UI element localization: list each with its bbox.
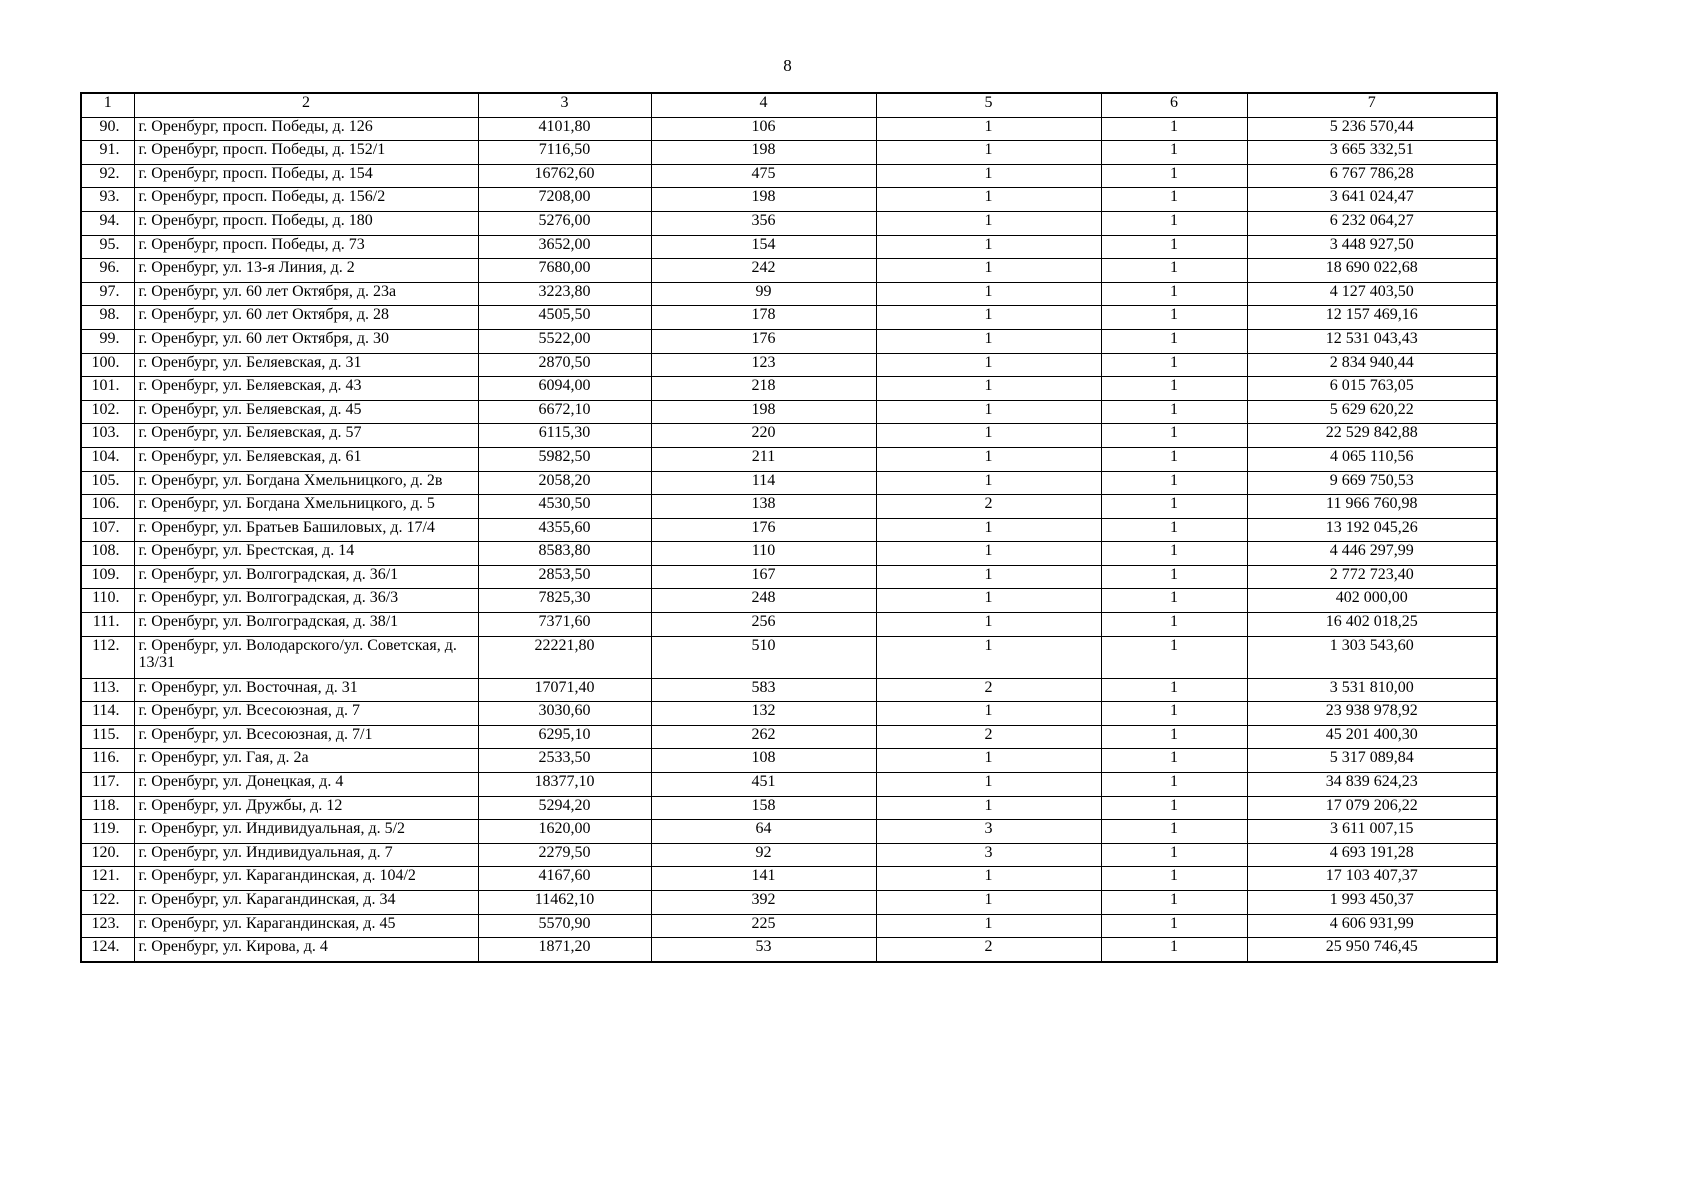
address-cell: г. Оренбург, ул. Беляевская, д. 45 xyxy=(134,400,478,424)
col6-cell: 1 xyxy=(1101,749,1247,773)
table-row xyxy=(81,400,1497,424)
table-row xyxy=(81,518,1497,542)
amount-cell: 22 529 842,88 xyxy=(1247,424,1497,448)
header-row xyxy=(81,93,1497,117)
col5-cell: 2 xyxy=(876,725,1101,749)
area-cell: 5522,00 xyxy=(478,329,651,353)
table-row xyxy=(81,141,1497,165)
table-row xyxy=(81,164,1497,188)
table-row xyxy=(81,636,1497,678)
count-cell: 583 xyxy=(651,678,876,702)
header-cell-4: 4 xyxy=(651,93,876,117)
table-row xyxy=(81,117,1497,141)
amount-cell: 6 767 786,28 xyxy=(1247,164,1497,188)
col6-cell: 1 xyxy=(1101,259,1247,283)
address-cell: г. Оренбург, ул. 13-я Линия, д. 2 xyxy=(134,259,478,283)
amount-cell: 402 000,00 xyxy=(1247,589,1497,613)
count-cell: 64 xyxy=(651,820,876,844)
area-cell: 2058,20 xyxy=(478,471,651,495)
table-row xyxy=(81,796,1497,820)
address-cell: г. Оренбург, ул. Брестская, д. 14 xyxy=(134,542,478,566)
col5-cell: 1 xyxy=(876,235,1101,259)
col6-cell: 1 xyxy=(1101,589,1247,613)
count-cell: 198 xyxy=(651,141,876,165)
col5-cell: 1 xyxy=(876,565,1101,589)
area-cell: 6115,30 xyxy=(478,424,651,448)
amount-cell: 4 127 403,50 xyxy=(1247,282,1497,306)
row-number-cell: 113. xyxy=(81,678,134,702)
row-number-cell: 96. xyxy=(81,259,134,283)
count-cell: 99 xyxy=(651,282,876,306)
address-cell: г. Оренбург, ул. Братьев Башиловых, д. 17/4 xyxy=(134,518,478,542)
col5-cell: 1 xyxy=(876,306,1101,330)
col5-cell: 1 xyxy=(876,424,1101,448)
table-row xyxy=(81,891,1497,915)
table-row xyxy=(81,306,1497,330)
amount-cell: 34 839 624,23 xyxy=(1247,773,1497,797)
table-row xyxy=(81,377,1497,401)
area-cell: 22221,80 xyxy=(478,636,651,678)
col6-cell: 1 xyxy=(1101,702,1247,726)
table-row xyxy=(81,447,1497,471)
col6-cell: 1 xyxy=(1101,565,1247,589)
amount-cell: 12 531 043,43 xyxy=(1247,329,1497,353)
row-number-cell: 99. xyxy=(81,329,134,353)
amount-cell: 6 015 763,05 xyxy=(1247,377,1497,401)
col6-cell: 1 xyxy=(1101,400,1247,424)
address-cell: г. Оренбург, ул. Карагандинская, д. 45 xyxy=(134,914,478,938)
area-cell: 6295,10 xyxy=(478,725,651,749)
area-cell: 7116,50 xyxy=(478,141,651,165)
table-row xyxy=(81,702,1497,726)
col6-cell: 1 xyxy=(1101,495,1247,519)
count-cell: 220 xyxy=(651,424,876,448)
amount-cell: 5 629 620,22 xyxy=(1247,400,1497,424)
amount-cell: 13 192 045,26 xyxy=(1247,518,1497,542)
address-cell: г. Оренбург, ул. 60 лет Октября, д. 30 xyxy=(134,329,478,353)
col6-cell: 1 xyxy=(1101,678,1247,702)
col5-cell: 1 xyxy=(876,447,1101,471)
row-number-cell: 121. xyxy=(81,867,134,891)
area-cell: 5982,50 xyxy=(478,447,651,471)
address-cell: г. Оренбург, просп. Победы, д. 73 xyxy=(134,235,478,259)
amount-cell: 16 402 018,25 xyxy=(1247,613,1497,637)
amount-cell: 4 693 191,28 xyxy=(1247,843,1497,867)
amount-cell: 3 665 332,51 xyxy=(1247,141,1497,165)
header-cell-6: 6 xyxy=(1101,93,1247,117)
row-number-cell: 105. xyxy=(81,471,134,495)
table-row xyxy=(81,565,1497,589)
area-cell: 3030,60 xyxy=(478,702,651,726)
count-cell: 451 xyxy=(651,773,876,797)
count-cell: 211 xyxy=(651,447,876,471)
col6-cell: 1 xyxy=(1101,117,1247,141)
count-cell: 198 xyxy=(651,400,876,424)
count-cell: 392 xyxy=(651,891,876,915)
page-number: 8 xyxy=(783,56,792,75)
address-cell: г. Оренбург, ул. 60 лет Октября, д. 28 xyxy=(134,306,478,330)
col6-cell: 1 xyxy=(1101,424,1247,448)
area-cell: 2279,50 xyxy=(478,843,651,867)
amount-cell: 17 103 407,37 xyxy=(1247,867,1497,891)
table-row xyxy=(81,589,1497,613)
row-number-cell: 94. xyxy=(81,211,134,235)
address-cell: г. Оренбург, ул. 60 лет Октября, д. 23а xyxy=(134,282,478,306)
table-row xyxy=(81,820,1497,844)
table-row xyxy=(81,282,1497,306)
col5-cell: 2 xyxy=(876,678,1101,702)
row-number-cell: 124. xyxy=(81,938,134,962)
address-cell: г. Оренбург, ул. Всесоюзная, д. 7/1 xyxy=(134,725,478,749)
table-row xyxy=(81,235,1497,259)
col6-cell: 1 xyxy=(1101,235,1247,259)
row-number-cell: 114. xyxy=(81,702,134,726)
col5-cell: 1 xyxy=(876,749,1101,773)
table-row xyxy=(81,773,1497,797)
col6-cell: 1 xyxy=(1101,820,1247,844)
row-number-cell: 102. xyxy=(81,400,134,424)
row-number-cell: 108. xyxy=(81,542,134,566)
count-cell: 356 xyxy=(651,211,876,235)
count-cell: 256 xyxy=(651,613,876,637)
area-cell: 11462,10 xyxy=(478,891,651,915)
col5-cell: 1 xyxy=(876,471,1101,495)
row-number-cell: 106. xyxy=(81,495,134,519)
table-body xyxy=(81,117,1497,962)
col5-cell: 1 xyxy=(876,188,1101,212)
table-row xyxy=(81,188,1497,212)
col6-cell: 1 xyxy=(1101,773,1247,797)
row-number-cell: 123. xyxy=(81,914,134,938)
col6-cell: 1 xyxy=(1101,891,1247,915)
row-number-cell: 116. xyxy=(81,749,134,773)
amount-cell: 3 531 810,00 xyxy=(1247,678,1497,702)
col6-cell: 1 xyxy=(1101,447,1247,471)
table-row xyxy=(81,471,1497,495)
count-cell: 510 xyxy=(651,636,876,678)
count-cell: 53 xyxy=(651,938,876,962)
col6-cell: 1 xyxy=(1101,188,1247,212)
table-row xyxy=(81,613,1497,637)
col5-cell: 1 xyxy=(876,702,1101,726)
address-cell: г. Оренбург, просп. Победы, д. 126 xyxy=(134,117,478,141)
area-cell: 17071,40 xyxy=(478,678,651,702)
row-number-cell: 115. xyxy=(81,725,134,749)
amount-cell: 12 157 469,16 xyxy=(1247,306,1497,330)
row-number-cell: 100. xyxy=(81,353,134,377)
row-number-cell: 104. xyxy=(81,447,134,471)
col5-cell: 1 xyxy=(876,796,1101,820)
area-cell: 7680,00 xyxy=(478,259,651,283)
area-cell: 6672,10 xyxy=(478,400,651,424)
col5-cell: 1 xyxy=(876,211,1101,235)
header-cell-3: 3 xyxy=(478,93,651,117)
col6-cell: 1 xyxy=(1101,306,1247,330)
col6-cell: 1 xyxy=(1101,867,1247,891)
row-number-cell: 122. xyxy=(81,891,134,915)
table-row xyxy=(81,542,1497,566)
amount-cell: 9 669 750,53 xyxy=(1247,471,1497,495)
area-cell: 4355,60 xyxy=(478,518,651,542)
col6-cell: 1 xyxy=(1101,211,1247,235)
row-number-cell: 95. xyxy=(81,235,134,259)
address-cell: г. Оренбург, ул. Карагандинская, д. 104/2 xyxy=(134,867,478,891)
header-cell-7: 7 xyxy=(1247,93,1497,117)
table-row xyxy=(81,259,1497,283)
amount-cell: 45 201 400,30 xyxy=(1247,725,1497,749)
area-cell: 7208,00 xyxy=(478,188,651,212)
row-number-cell: 119. xyxy=(81,820,134,844)
amount-cell: 3 448 927,50 xyxy=(1247,235,1497,259)
area-cell: 5570,90 xyxy=(478,914,651,938)
row-number-cell: 107. xyxy=(81,518,134,542)
area-cell: 7825,30 xyxy=(478,589,651,613)
count-cell: 141 xyxy=(651,867,876,891)
amount-cell: 4 065 110,56 xyxy=(1247,447,1497,471)
count-cell: 154 xyxy=(651,235,876,259)
area-cell: 8583,80 xyxy=(478,542,651,566)
col5-cell: 3 xyxy=(876,820,1101,844)
amount-cell: 1 993 450,37 xyxy=(1247,891,1497,915)
col5-cell: 3 xyxy=(876,843,1101,867)
col5-cell: 1 xyxy=(876,377,1101,401)
area-cell: 5276,00 xyxy=(478,211,651,235)
area-cell: 4167,60 xyxy=(478,867,651,891)
area-cell: 2533,50 xyxy=(478,749,651,773)
col5-cell: 1 xyxy=(876,636,1101,678)
amount-cell: 2 772 723,40 xyxy=(1247,565,1497,589)
address-cell: г. Оренбург, ул. Восточная, д. 31 xyxy=(134,678,478,702)
amount-cell: 18 690 022,68 xyxy=(1247,259,1497,283)
address-cell: г. Оренбург, ул. Богдана Хмельницкого, д. 2в xyxy=(134,471,478,495)
count-cell: 108 xyxy=(651,749,876,773)
count-cell: 123 xyxy=(651,353,876,377)
area-cell: 16762,60 xyxy=(478,164,651,188)
address-cell: г. Оренбург, ул. Беляевская, д. 61 xyxy=(134,447,478,471)
col6-cell: 1 xyxy=(1101,471,1247,495)
col5-cell: 1 xyxy=(876,867,1101,891)
count-cell: 242 xyxy=(651,259,876,283)
address-cell: г. Оренбург, ул. Всесоюзная, д. 7 xyxy=(134,702,478,726)
table-row xyxy=(81,424,1497,448)
amount-cell: 25 950 746,45 xyxy=(1247,938,1497,962)
row-number-cell: 117. xyxy=(81,773,134,797)
address-cell: г. Оренбург, просп. Победы, д. 156/2 xyxy=(134,188,478,212)
table-row xyxy=(81,938,1497,962)
col6-cell: 1 xyxy=(1101,353,1247,377)
count-cell: 178 xyxy=(651,306,876,330)
count-cell: 167 xyxy=(651,565,876,589)
area-cell: 2870,50 xyxy=(478,353,651,377)
col5-cell: 1 xyxy=(876,117,1101,141)
table-row xyxy=(81,353,1497,377)
row-number-cell: 90. xyxy=(81,117,134,141)
count-cell: 114 xyxy=(651,471,876,495)
amount-cell: 17 079 206,22 xyxy=(1247,796,1497,820)
amount-cell: 1 303 543,60 xyxy=(1247,636,1497,678)
row-number-cell: 93. xyxy=(81,188,134,212)
col5-cell: 1 xyxy=(876,542,1101,566)
table-row xyxy=(81,329,1497,353)
row-number-cell: 91. xyxy=(81,141,134,165)
count-cell: 248 xyxy=(651,589,876,613)
col5-cell: 1 xyxy=(876,589,1101,613)
amount-cell: 6 232 064,27 xyxy=(1247,211,1497,235)
row-number-cell: 103. xyxy=(81,424,134,448)
col6-cell: 1 xyxy=(1101,796,1247,820)
table-row xyxy=(81,914,1497,938)
address-cell: г. Оренбург, ул. Волгоградская, д. 38/1 xyxy=(134,613,478,637)
row-number-cell: 112. xyxy=(81,636,134,678)
row-number-cell: 98. xyxy=(81,306,134,330)
col6-cell: 1 xyxy=(1101,164,1247,188)
col6-cell: 1 xyxy=(1101,725,1247,749)
count-cell: 475 xyxy=(651,164,876,188)
address-cell: г. Оренбург, ул. Дружбы, д. 12 xyxy=(134,796,478,820)
address-cell: г. Оренбург, просп. Победы, д. 180 xyxy=(134,211,478,235)
header-cell-1: 1 xyxy=(81,93,134,117)
table-row xyxy=(81,211,1497,235)
address-cell: г. Оренбург, ул. Богдана Хмельницкого, д. 5 xyxy=(134,495,478,519)
count-cell: 106 xyxy=(651,117,876,141)
address-cell: г. Оренбург, ул. Беляевская, д. 31 xyxy=(134,353,478,377)
address-cell: г. Оренбург, ул. Беляевская, д. 43 xyxy=(134,377,478,401)
amount-cell: 3 611 007,15 xyxy=(1247,820,1497,844)
col6-cell: 1 xyxy=(1101,914,1247,938)
amount-cell: 4 446 297,99 xyxy=(1247,542,1497,566)
col5-cell: 1 xyxy=(876,773,1101,797)
address-cell: г. Оренбург, ул. Волгоградская, д. 36/1 xyxy=(134,565,478,589)
col6-cell: 1 xyxy=(1101,938,1247,962)
address-cell: г. Оренбург, ул. Карагандинская, д. 34 xyxy=(134,891,478,915)
amount-cell: 4 606 931,99 xyxy=(1247,914,1497,938)
col5-cell: 1 xyxy=(876,914,1101,938)
count-cell: 92 xyxy=(651,843,876,867)
table-row xyxy=(81,678,1497,702)
table-row xyxy=(81,843,1497,867)
col6-cell: 1 xyxy=(1101,282,1247,306)
count-cell: 176 xyxy=(651,518,876,542)
address-cell: г. Оренбург, ул. Володарского/ул. Советская, д. 13/31 xyxy=(134,636,478,678)
row-number-cell: 92. xyxy=(81,164,134,188)
col6-cell: 1 xyxy=(1101,141,1247,165)
col5-cell: 1 xyxy=(876,164,1101,188)
area-cell: 2853,50 xyxy=(478,565,651,589)
amount-cell: 5 317 089,84 xyxy=(1247,749,1497,773)
count-cell: 198 xyxy=(651,188,876,212)
area-cell: 4101,80 xyxy=(478,117,651,141)
area-cell: 3223,80 xyxy=(478,282,651,306)
registry-table xyxy=(80,92,1498,963)
col6-cell: 1 xyxy=(1101,542,1247,566)
address-cell: г. Оренбург, просп. Победы, д. 152/1 xyxy=(134,141,478,165)
row-number-cell: 110. xyxy=(81,589,134,613)
header-cell-5: 5 xyxy=(876,93,1101,117)
count-cell: 110 xyxy=(651,542,876,566)
address-cell: г. Оренбург, ул. Волгоградская, д. 36/3 xyxy=(134,589,478,613)
area-cell: 6094,00 xyxy=(478,377,651,401)
address-cell: г. Оренбург, ул. Донецкая, д. 4 xyxy=(134,773,478,797)
count-cell: 138 xyxy=(651,495,876,519)
address-cell: г. Оренбург, ул. Гая, д. 2а xyxy=(134,749,478,773)
col5-cell: 1 xyxy=(876,400,1101,424)
area-cell: 3652,00 xyxy=(478,235,651,259)
area-cell: 7371,60 xyxy=(478,613,651,637)
col5-cell: 1 xyxy=(876,141,1101,165)
col5-cell: 1 xyxy=(876,329,1101,353)
col5-cell: 1 xyxy=(876,891,1101,915)
row-number-cell: 101. xyxy=(81,377,134,401)
col5-cell: 1 xyxy=(876,613,1101,637)
count-cell: 176 xyxy=(651,329,876,353)
row-number-cell: 118. xyxy=(81,796,134,820)
area-cell: 1871,20 xyxy=(478,938,651,962)
col6-cell: 1 xyxy=(1101,518,1247,542)
col6-cell: 1 xyxy=(1101,329,1247,353)
row-number-cell: 109. xyxy=(81,565,134,589)
address-cell: г. Оренбург, ул. Кирова, д. 4 xyxy=(134,938,478,962)
area-cell: 4530,50 xyxy=(478,495,651,519)
col5-cell: 1 xyxy=(876,353,1101,377)
address-cell: г. Оренбург, просп. Победы, д. 154 xyxy=(134,164,478,188)
count-cell: 262 xyxy=(651,725,876,749)
row-number-cell: 111. xyxy=(81,613,134,637)
header-cell-2: 2 xyxy=(134,93,478,117)
area-cell: 5294,20 xyxy=(478,796,651,820)
table-row xyxy=(81,867,1497,891)
row-number-cell: 97. xyxy=(81,282,134,306)
count-cell: 132 xyxy=(651,702,876,726)
area-cell: 18377,10 xyxy=(478,773,651,797)
table-row xyxy=(81,495,1497,519)
table-row xyxy=(81,725,1497,749)
area-cell: 4505,50 xyxy=(478,306,651,330)
area-cell: 1620,00 xyxy=(478,820,651,844)
col5-cell: 2 xyxy=(876,938,1101,962)
table-row xyxy=(81,749,1497,773)
amount-cell: 23 938 978,92 xyxy=(1247,702,1497,726)
count-cell: 158 xyxy=(651,796,876,820)
address-cell: г. Оренбург, ул. Индивидуальная, д. 5/2 xyxy=(134,820,478,844)
col6-cell: 1 xyxy=(1101,843,1247,867)
count-cell: 225 xyxy=(651,914,876,938)
address-cell: г. Оренбург, ул. Индивидуальная, д. 7 xyxy=(134,843,478,867)
count-cell: 218 xyxy=(651,377,876,401)
amount-cell: 5 236 570,44 xyxy=(1247,117,1497,141)
col5-cell: 1 xyxy=(876,282,1101,306)
col6-cell: 1 xyxy=(1101,377,1247,401)
col5-cell: 1 xyxy=(876,259,1101,283)
col5-cell: 2 xyxy=(876,495,1101,519)
col5-cell: 1 xyxy=(876,518,1101,542)
amount-cell: 3 641 024,47 xyxy=(1247,188,1497,212)
col6-cell: 1 xyxy=(1101,636,1247,678)
row-number-cell: 120. xyxy=(81,843,134,867)
col6-cell: 1 xyxy=(1101,613,1247,637)
amount-cell: 2 834 940,44 xyxy=(1247,353,1497,377)
amount-cell: 11 966 760,98 xyxy=(1247,495,1497,519)
address-cell: г. Оренбург, ул. Беляевская, д. 57 xyxy=(134,424,478,448)
